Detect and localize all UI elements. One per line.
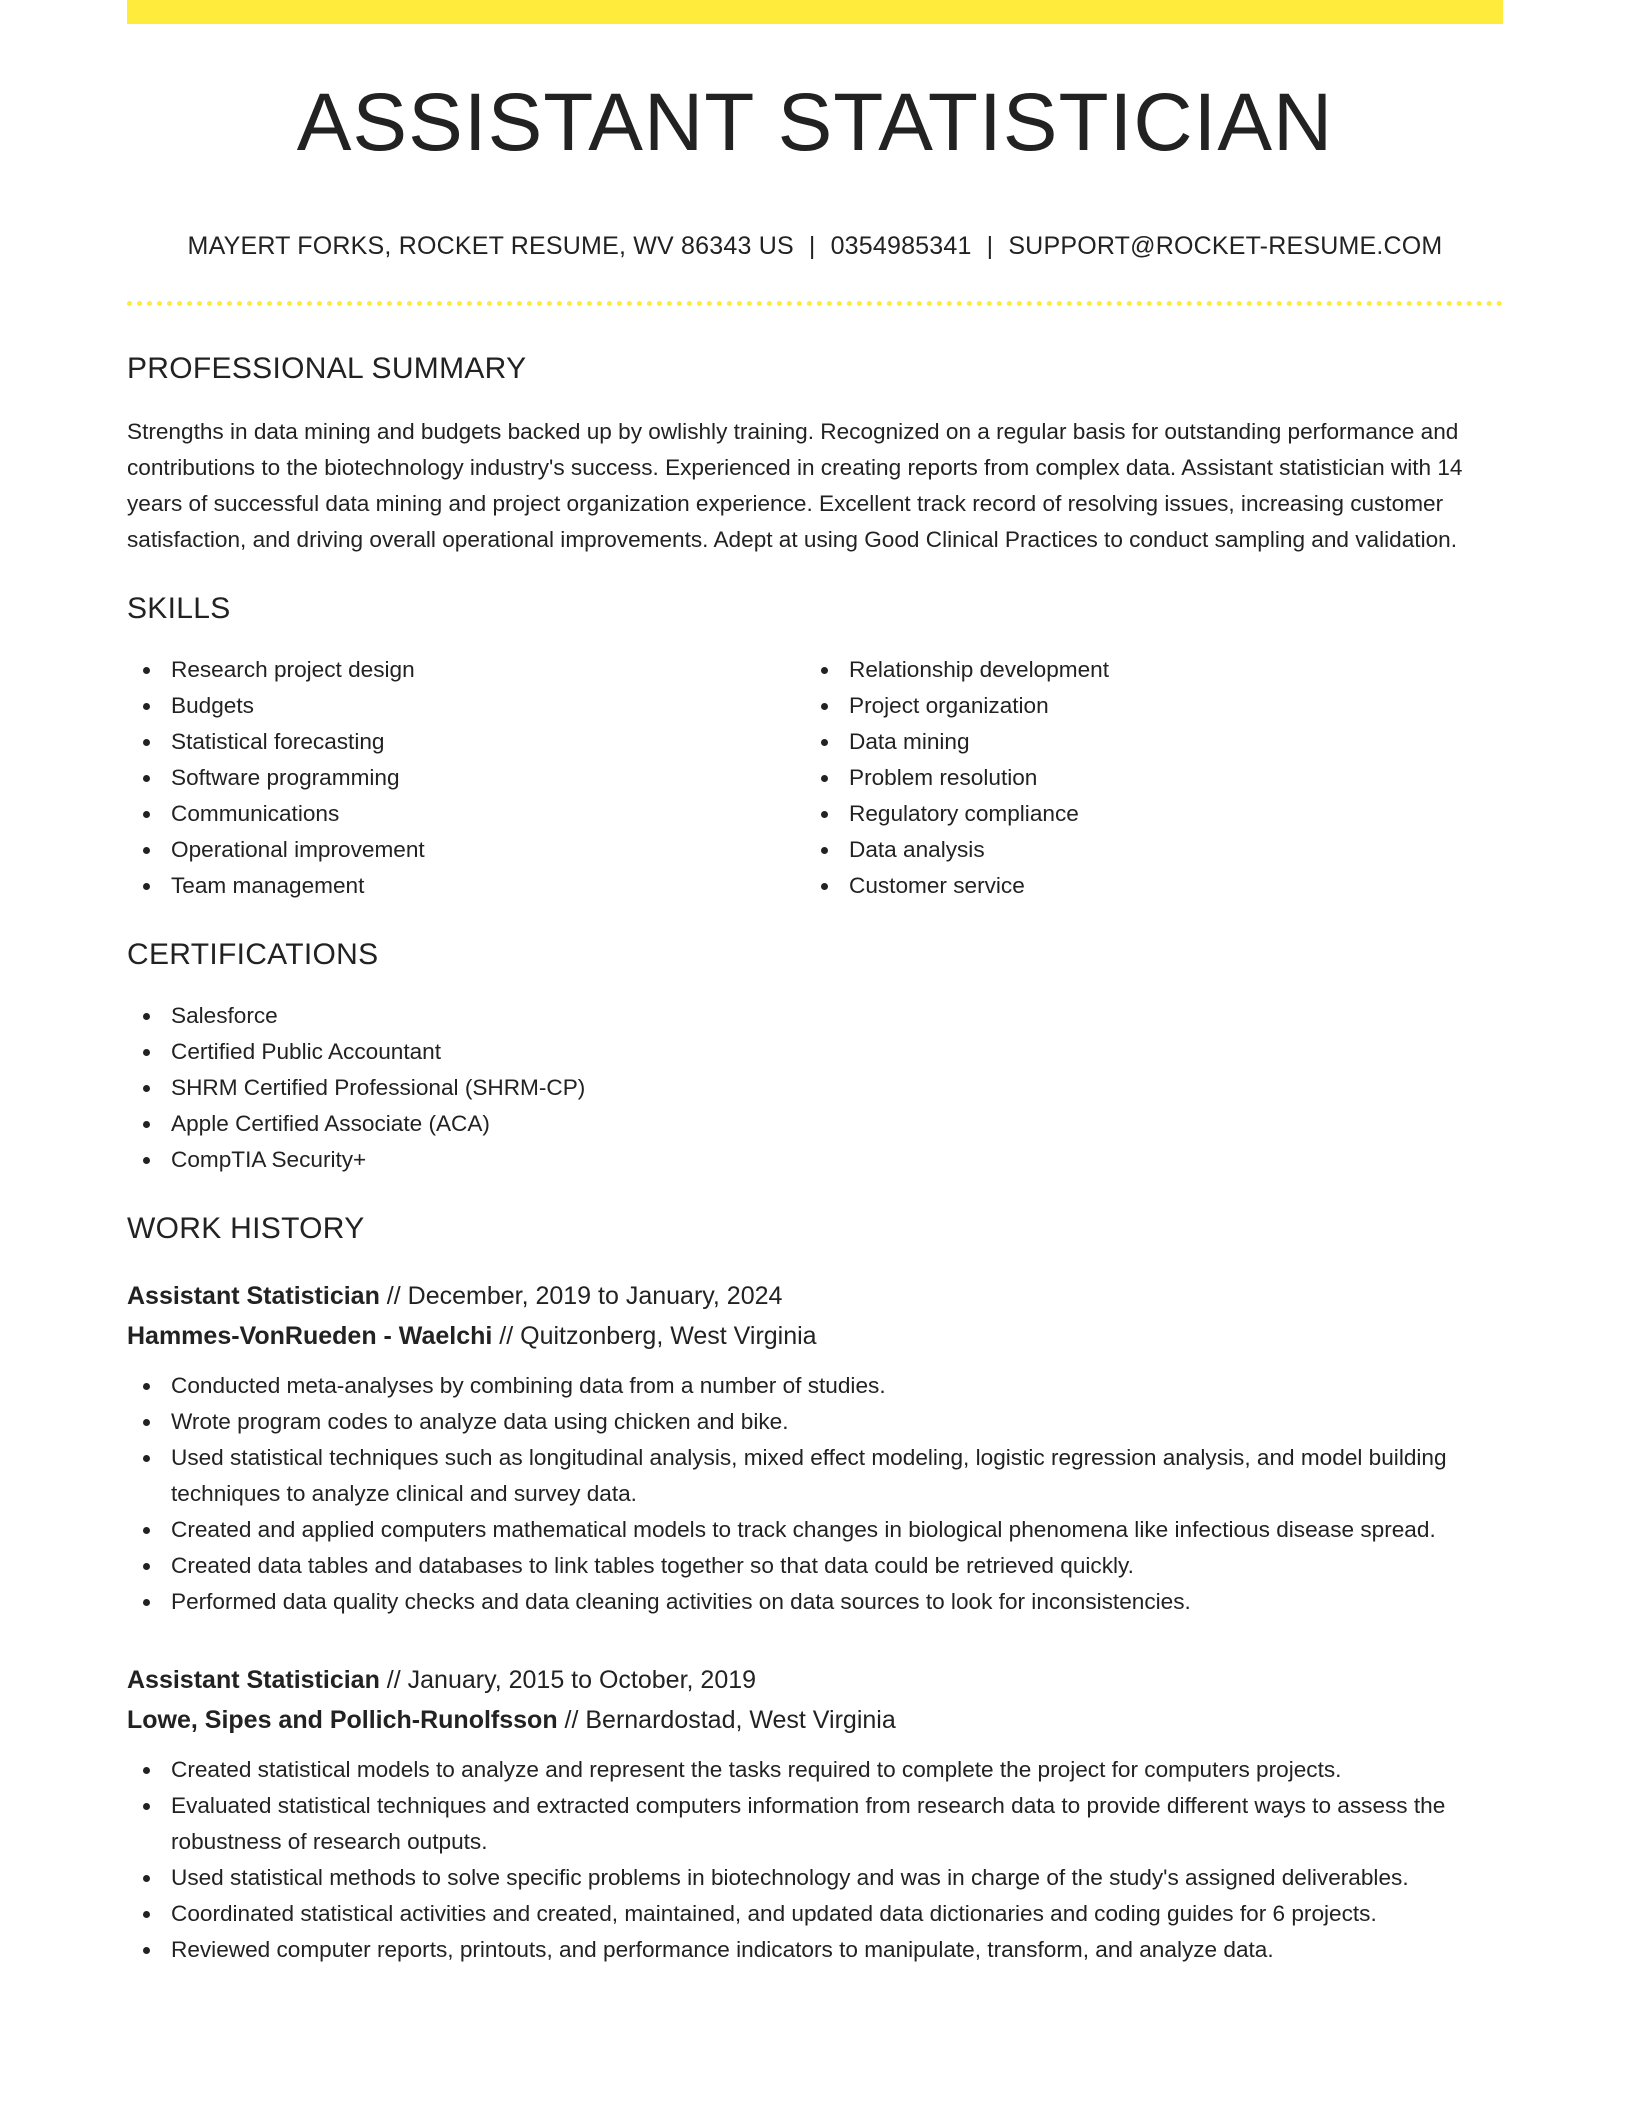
accent-bar (127, 0, 1503, 24)
job-duty: Created and applied computers mathematical models to track changes in biological phenomena like infectious disease spread. (127, 1512, 1503, 1548)
skills-column-right (805, 652, 1483, 904)
job-company-line (127, 1700, 1503, 1740)
job-duty: Created data tables and databases to link tables together so that data could be retrieved quickly. (127, 1548, 1503, 1584)
contact-line (127, 232, 1503, 261)
header-divider (127, 301, 1503, 306)
job-duty: Evaluated statistical techniques and extracted computers information from research data to provide different ways to assess the robustness of research outputs. (127, 1788, 1503, 1860)
contact-separator: | (986, 232, 994, 260)
summary-heading: PROFESSIONAL SUMMARY (127, 352, 527, 385)
certification-item: Certified Public Accountant (127, 1034, 1503, 1070)
job-role-line (127, 1276, 1503, 1316)
job-duty: Reviewed computer reports, printouts, and performance indicators to manipulate, transform, and analyze data. (127, 1932, 1503, 1968)
skill-item: Problem resolution (805, 760, 1483, 796)
summary-text: Strengths in data mining and budgets backed up by owlishly training. Recognized on a regular basis for outstanding performance and contributions to the biotechnology industry's success. Experienced in creating reports from complex data. Assistant statistician with 14 years of successful data mining and project organization experience. Excellent track record of resolving issues, increasing customer satisfaction, and driving overall operational improvements. Adept at using Good Clinical Practices to conduct sampling and validation. (127, 419, 1463, 552)
skill-item: Statistical forecasting (127, 724, 805, 760)
job-role-line (127, 1660, 1503, 1700)
job-location: // Quitzonberg, West Virginia (492, 1322, 817, 1350)
contact-phone: 0354985341 (830, 232, 972, 260)
job-duty: Used statistical techniques such as longitudinal analysis, mixed effect modeling, logistic regression analysis, and model building techniques to analyze clinical and survey data. (127, 1440, 1503, 1512)
job-location: // Bernardostad, West Virginia (557, 1706, 896, 1734)
work-history-heading: WORK HISTORY (127, 1212, 365, 1245)
job-company: Lowe, Sipes and Pollich-Runolfsson (127, 1706, 558, 1734)
skill-item: Relationship development (805, 652, 1483, 688)
job-duties-list (127, 1752, 1503, 1968)
skill-item: Project organization (805, 688, 1483, 724)
certifications-heading: CERTIFICATIONS (127, 938, 379, 971)
skill-item: Team management (127, 868, 805, 904)
job-duty: Created statistical models to analyze and represent the tasks required to complete the project for computers projects. (127, 1752, 1503, 1788)
job-dates: // January, 2015 to October, 2019 (379, 1666, 757, 1694)
job-dates: // December, 2019 to January, 2024 (379, 1282, 783, 1310)
certification-item: CompTIA Security+ (127, 1142, 1503, 1178)
contact-separator: | (808, 232, 816, 260)
skill-item: Regulatory compliance (805, 796, 1483, 832)
skill-item: Data analysis (805, 832, 1483, 868)
candidate-title: ASSISTANT STATISTICIAN (296, 77, 1334, 168)
skill-item: Budgets (127, 688, 805, 724)
skill-item: Communications (127, 796, 805, 832)
job-duty: Coordinated statistical activities and created, maintained, and updated data dictionaries and coding guides for 6 projects. (127, 1896, 1503, 1932)
job-role: Assistant Statistician (127, 1666, 380, 1694)
skills-heading: SKILLS (127, 592, 231, 625)
job-entry (127, 1276, 1503, 1620)
job-company-line (127, 1316, 1503, 1356)
skills-list-right (805, 652, 1483, 904)
contact-email: SUPPORT@ROCKET-RESUME.COM (1008, 232, 1443, 260)
job-role: Assistant Statistician (127, 1282, 380, 1310)
job-duties-list (127, 1368, 1503, 1620)
job-duty: Performed data quality checks and data cleaning activities on data sources to look for inconsistencies. (127, 1584, 1503, 1620)
skill-item: Data mining (805, 724, 1483, 760)
resume-page (127, 0, 1503, 1968)
certification-item: Salesforce (127, 998, 1503, 1034)
certification-item: Apple Certified Associate (ACA) (127, 1106, 1503, 1142)
skill-item: Research project design (127, 652, 805, 688)
job-company: Hammes-VonRueden - Waelchi (127, 1322, 493, 1350)
skill-item: Software programming (127, 760, 805, 796)
skill-item: Customer service (805, 868, 1483, 904)
skills-column-left (127, 652, 805, 904)
certifications-list (127, 998, 1503, 1178)
job-duty: Conducted meta-analyses by combining data from a number of studies. (127, 1368, 1503, 1404)
job-entry (127, 1660, 1503, 1968)
certification-item: SHRM Certified Professional (SHRM-CP) (127, 1070, 1503, 1106)
skill-item: Operational improvement (127, 832, 805, 868)
skills-list-left (127, 652, 805, 904)
skills-columns (127, 652, 1503, 904)
job-duty: Used statistical methods to solve specific problems in biotechnology and was in charge of the study's assigned deliverables. (127, 1860, 1503, 1896)
job-duty: Wrote program codes to analyze data using chicken and bike. (127, 1404, 1503, 1440)
contact-address: MAYERT FORKS, ROCKET RESUME, WV 86343 US (187, 232, 794, 260)
